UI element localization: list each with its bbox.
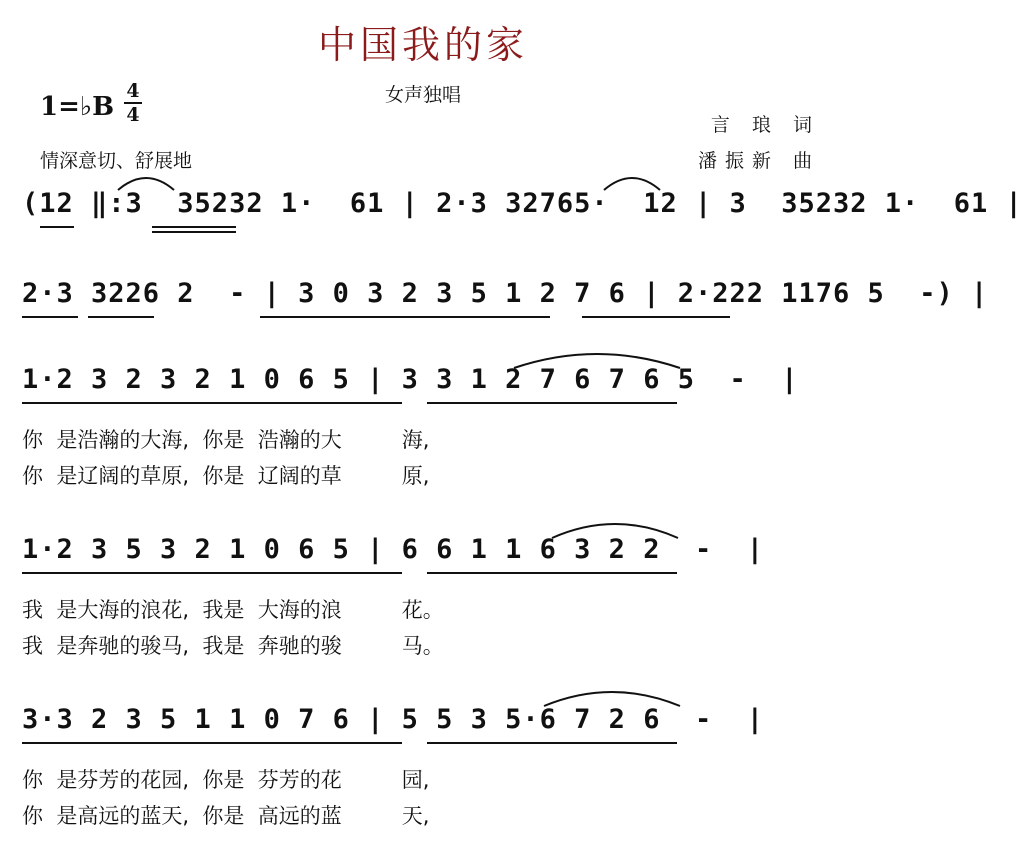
key-signature: 1=♭B (40, 92, 115, 122)
beam (427, 572, 677, 574)
tempo-marking: 情深意切、舒展地 (40, 150, 193, 172)
notation-line-2: 2·3 3226 2 - | 3 0 3 2 3 5 1 2 7 6 | 2·222 1176 5 -) | (22, 278, 989, 309)
beam (22, 742, 402, 744)
song-title: 中国我的家 (317, 23, 528, 67)
lyric-verse2-line4: 我 是奔驰的骏马, 我是 奔驰的骏 马。 (22, 634, 444, 658)
lyric-verse2-line5: 你 是高远的蓝天, 你是 高远的蓝 天, (22, 804, 430, 828)
score-line-1 (22, 188, 1023, 258)
time-signature-top: 4 (126, 80, 140, 102)
lyric-verse1-line5: 你 是芬芳的花园, 你是 芬芳的花 园, (22, 768, 430, 792)
beam (152, 226, 236, 228)
score-line-2 (22, 278, 989, 348)
lyric-verse2-line3: 你 是辽阔的草原, 你是 辽阔的草 原, (22, 464, 430, 488)
notation-line-5: 3·3 2 3 5 1 1 0 7 6 | 5 5 3 5·6 7 2 6 - | (22, 704, 764, 735)
slur (550, 518, 680, 540)
notation-line-4: 1·2 3 5 3 2 1 0 6 5 | 6 6 1 1 6 3 2 2 - | (22, 534, 764, 565)
notation-line-1: (12 ‖:3 35232 1· 61 | 2·3 32765· 12 | 3 35232 1· 61 | (22, 188, 1023, 219)
beam (22, 572, 402, 574)
lyricist-credit: 言 琅 词 (710, 114, 820, 136)
time-signature (124, 80, 142, 126)
beam (40, 226, 74, 228)
beam (427, 742, 677, 744)
beam (88, 316, 154, 318)
slur (116, 172, 176, 192)
beam (22, 316, 78, 318)
beam (260, 316, 550, 318)
beam (427, 402, 677, 404)
notation-line-3: 1·2 3 2 3 2 1 0 6 5 | 3 3 1 2 7 6 7 6 5 - | (22, 364, 799, 395)
composer-credit: 潘振新 曲 (697, 150, 820, 172)
beam (22, 402, 402, 404)
slur (512, 348, 682, 370)
beam (582, 316, 730, 318)
beam (152, 231, 236, 233)
time-signature-bottom: 4 (126, 104, 140, 126)
slur (542, 686, 682, 708)
lyric-verse1-line4: 我 是大海的浪花, 我是 大海的浪 花。 (22, 598, 444, 622)
performance-note: 女声独唱 (384, 84, 461, 106)
lyric-verse1-line3: 你 是浩瀚的大海, 你是 浩瀚的大 海, (22, 428, 430, 452)
slur (602, 172, 662, 192)
